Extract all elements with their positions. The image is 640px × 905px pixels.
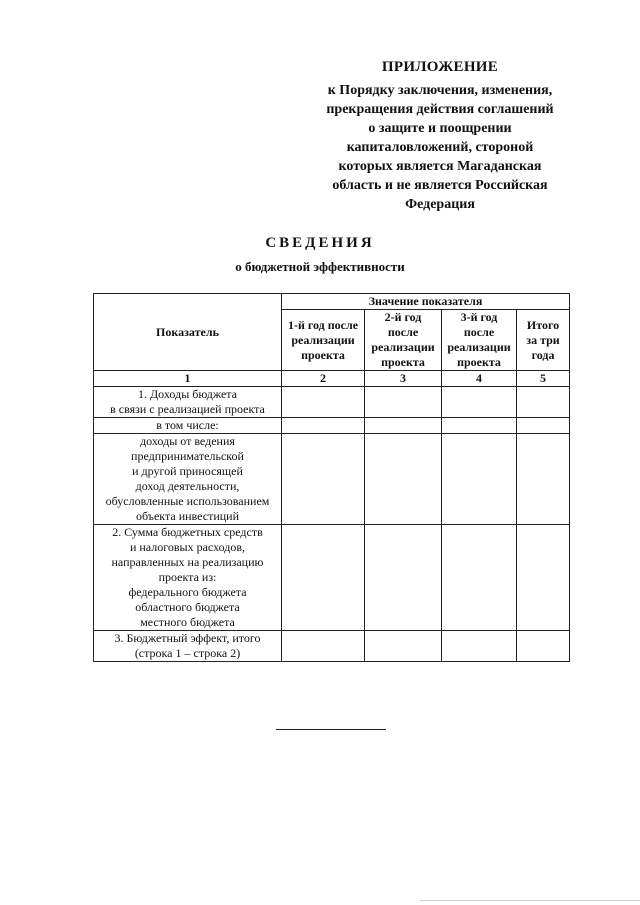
appendix-line: прекращения действия соглашений	[326, 102, 554, 117]
value-column-header-4	[517, 310, 570, 371]
table-row	[94, 631, 570, 662]
value-cell	[442, 387, 517, 418]
value-cell	[517, 418, 570, 434]
value-cell	[442, 418, 517, 434]
indicator-line: 2. Сумма бюджетных средств	[112, 525, 263, 539]
appendix-line: о защите и поощрении	[368, 121, 512, 136]
appendix-block	[300, 58, 580, 214]
indicator-cell	[94, 525, 282, 631]
header-line: года	[531, 347, 555, 362]
indicator-line: проекта из:	[158, 570, 217, 584]
header-line: реализации	[291, 332, 355, 347]
document-subheading: о бюджетной эффективности	[235, 259, 405, 274]
value-cell	[282, 418, 365, 434]
column-number: 4	[442, 371, 517, 387]
header-line: реализации	[447, 340, 511, 354]
signature-divider	[276, 729, 386, 730]
header-line: за три	[526, 332, 560, 347]
indicator-line: в том числе:	[156, 418, 219, 432]
appendix-line: к Порядку заключения, изменения,	[327, 83, 553, 98]
value-cell	[442, 525, 517, 631]
indicator-line: доходы от ведения	[140, 434, 235, 448]
table-row	[94, 434, 570, 525]
page-edge-line	[420, 900, 640, 901]
indicator-line: объекта инвестиций	[135, 509, 240, 523]
header-line: 2-й год	[384, 310, 422, 324]
indicator-line: доход деятельности,	[135, 479, 240, 493]
value-cell	[282, 525, 365, 631]
value-cell	[517, 525, 570, 631]
appendix-line: которых является Магаданская	[338, 159, 542, 174]
value-cell	[365, 418, 442, 434]
value-cell	[442, 631, 517, 662]
column-number: 2	[282, 371, 365, 387]
indicator-line: и другой приносящей	[132, 464, 243, 478]
indicator-cell	[94, 434, 282, 525]
indicator-cell	[94, 387, 282, 418]
value-cell	[282, 387, 365, 418]
value-cell	[517, 387, 570, 418]
indicator-cell	[94, 631, 282, 662]
appendix-line: Федерация	[405, 197, 475, 212]
table-row	[94, 418, 570, 434]
value-cell	[442, 434, 517, 525]
column-number: 5	[517, 371, 570, 387]
value-cell	[365, 525, 442, 631]
header-line: проекта	[301, 347, 345, 362]
value-cell	[282, 434, 365, 525]
indicator-line: 3. Бюджетный эффект, итого	[114, 631, 261, 645]
header-line: после	[463, 325, 495, 339]
value-cell	[517, 434, 570, 525]
indicator-line: предпринимательской	[131, 449, 244, 463]
appendix-line: капиталовложений, стороной	[346, 140, 534, 155]
header-line: проекта	[457, 355, 501, 369]
budget-efficiency-table	[93, 293, 570, 662]
header-line: 1-й год после	[287, 317, 359, 332]
table-row	[94, 525, 570, 631]
header-line: проекта	[381, 355, 425, 369]
indicator-header: Показатель	[94, 294, 282, 371]
header-line: реализации	[371, 340, 435, 354]
indicator-line: областного бюджета	[135, 600, 240, 614]
value-cell	[365, 631, 442, 662]
value-cell	[365, 387, 442, 418]
indicator-line: и налоговых расходов,	[129, 540, 246, 554]
document-heading: СВЕДЕНИЯ	[265, 235, 375, 251]
appendix-line: область и не является Российская	[332, 178, 548, 193]
column-number: 1	[94, 371, 282, 387]
indicator-line: в связи с реализацией проекта	[110, 402, 265, 416]
indicator-cell	[94, 418, 282, 434]
header-line: Итого	[526, 317, 560, 332]
value-column-header-2	[365, 310, 442, 371]
value-column-header-1	[282, 310, 365, 371]
column-number: 3	[365, 371, 442, 387]
indicator-line: местного бюджета	[140, 615, 235, 629]
indicator-line: федерального бюджета	[128, 585, 247, 599]
appendix-title: ПРИЛОЖЕНИЕ	[381, 59, 499, 75]
indicator-line: обусловленные использованием	[105, 494, 270, 508]
indicator-line: (строка 1 – строка 2)	[134, 646, 241, 660]
indicator-line: направленных на реализацию	[111, 555, 264, 569]
header-line: 3-й год	[460, 310, 498, 324]
value-cell	[365, 434, 442, 525]
header-line: после	[387, 325, 419, 339]
value-group-header: Значение показателя	[282, 294, 570, 310]
value-cell	[517, 631, 570, 662]
table-row	[94, 387, 570, 418]
indicator-line: 1. Доходы бюджета	[138, 387, 237, 401]
value-cell	[282, 631, 365, 662]
value-column-header-3	[442, 310, 517, 371]
